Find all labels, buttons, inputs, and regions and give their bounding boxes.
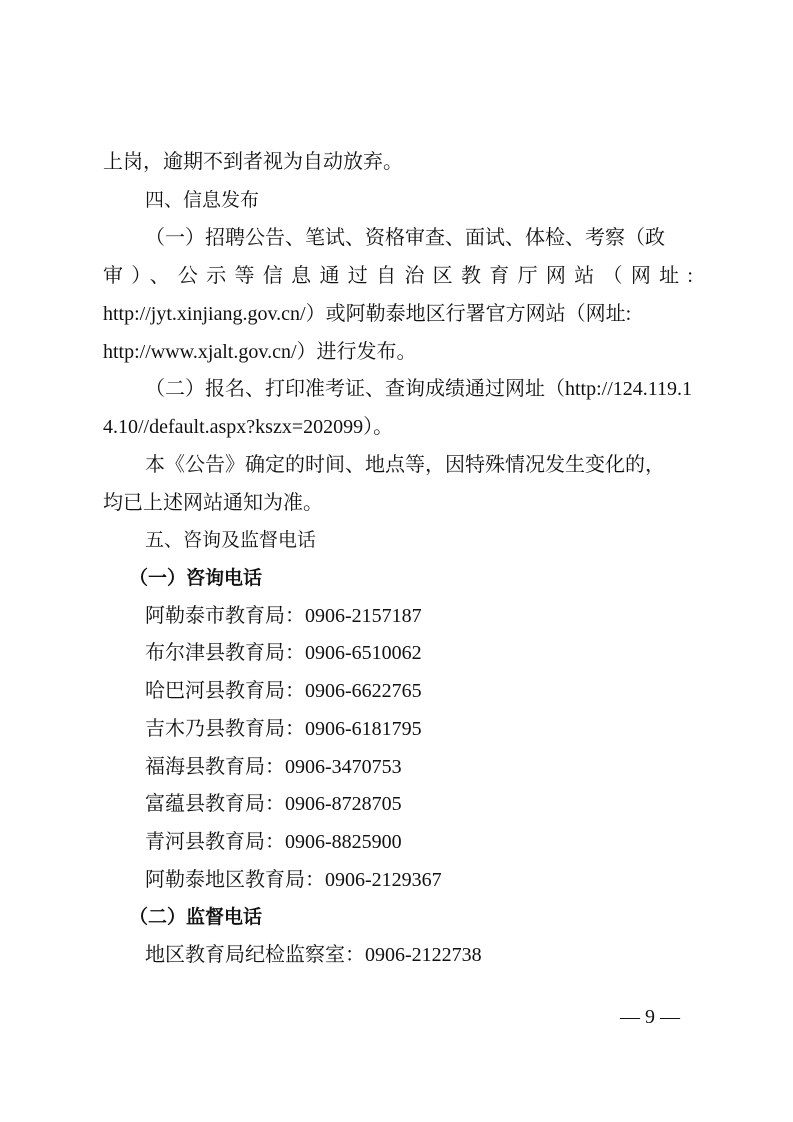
subheading-supervision-phone: （二）监督电话 — [129, 906, 263, 928]
paragraph-line: 均已上述网站通知为准。 — [103, 492, 323, 514]
paragraph-line: （一）招聘公告、笔试、资格审查、面试、体检、考察（政 — [145, 227, 665, 249]
section-heading-info-release: 四、信息发布 — [145, 189, 260, 211]
phone-entry: 哈巴河县教育局：0906-6622765 — [145, 680, 422, 702]
paragraph-line: 审）、公示等信息通过自治区教育厅网站（网址: — [103, 265, 693, 287]
paragraph-line: 本《公告》确定的时间、地点等，因特殊情况发生变化的， — [145, 454, 665, 476]
phone-entry: 布尔津县教育局：0906-6510062 — [145, 642, 422, 664]
phone-entry: 青河县教育局：0906-8825900 — [145, 831, 402, 853]
paragraph-line: （二）报名、打印准考证、查询成绩通过网址（http://124.119.1 — [145, 378, 693, 400]
phone-entry: 福海县教育局：0906-3470753 — [145, 756, 402, 778]
paragraph-line: 4.10//default.aspx?kszx=202099）。 — [103, 416, 394, 438]
paragraph-line: http://jyt.xinjiang.gov.cn/）或阿勒泰地区行署官方网站（网址: — [103, 303, 632, 325]
phone-entry: 阿勒泰地区教育局：0906-2129367 — [145, 869, 442, 891]
section-heading-contact: 五、咨询及监督电话 — [145, 529, 317, 551]
phone-entry: 地区教育局纪检监察室：0906-2122738 — [145, 944, 482, 966]
paragraph-line: http://www.xjalt.gov.cn/）进行发布。 — [103, 341, 417, 363]
phone-entry: 吉木乃县教育局：0906-6181795 — [145, 718, 422, 740]
subheading-inquiry-phones: （一）咨询电话 — [129, 567, 263, 589]
phone-entry: 富蕴县教育局：0906-8728705 — [145, 793, 402, 815]
paragraph-line: 上岗，逾期不到者视为自动放弃。 — [103, 151, 403, 173]
page-number: — 9 — — [620, 1006, 680, 1028]
phone-entry: 阿勒泰市教育局：0906-2157187 — [145, 605, 422, 627]
